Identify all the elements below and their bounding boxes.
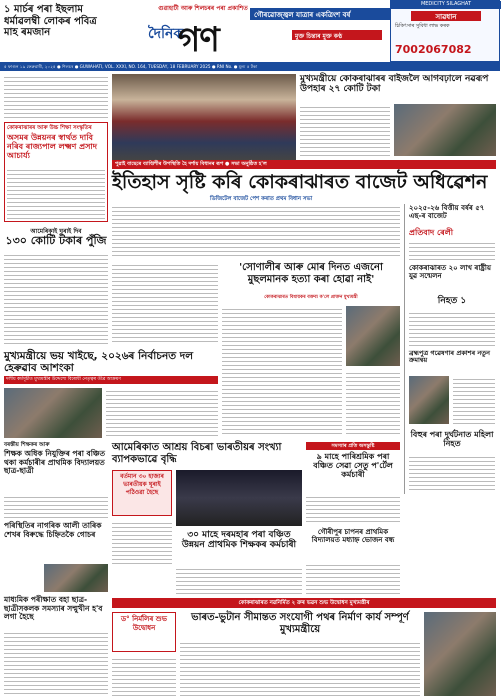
left-lower-headline2: পৰিস্থিতিৰ নাগৰিক আলী তাৰিক শেখৰ বিৰুদ্ধে চিহ্নিতকৈ গোচৰ <box>4 521 102 539</box>
cm-kicker: দলীয় কৰ্মসূচীত মুখ্যমন্ত্ৰীৰ উদ্দেশ্যে বিৰোধী নেতৃত্বৰ তীব্ৰ আক্ৰমণ <box>4 376 218 384</box>
dateline: ৫ ফাগুন ১৯ ফেব্ৰুৱাৰী, ২০২৫ ● শিলচৰ ● GUWAHATI, VOL. XXXI, NO. 164, TUESDAY, 18 FEBRUARY 2025 ● RNI No. ● মূল্য ৫ টকা <box>0 62 500 71</box>
top-right-photo <box>394 104 496 156</box>
left-box <box>4 122 108 222</box>
left-box-kicker: কোকৰাঝাৰৰ আৰু উচ্চ শিক্ষা সংস্কৃতিৰ <box>7 125 92 131</box>
lead-photo <box>112 74 296 160</box>
school-headline: গৌৰীপুৰ চাপনৰ প্ৰাথমিক বিদ্যালয়ত মধ্যাহ্ন ভোজন বন্ধ <box>311 528 395 545</box>
left-lower-headline: শিক্ষক অধিক নিযুক্তিৰ পৰা বঞ্চিত থকা কৰ্মচাৰীৰ প্ৰাথমিক বিদ্যালয়ত ছাত্ৰ-ছাত্ৰী <box>4 449 106 476</box>
text-lines <box>409 454 495 492</box>
right-photo <box>409 376 449 424</box>
staff-kicker: সমস্যাৰ প্ৰতি অসন্তুষ্টি <box>306 442 400 450</box>
masthead-ribbon: গৌৰৱোজ্জ্বল যাত্ৰাৰ একত্ৰিংশ বৰ্ষ <box>250 8 410 20</box>
bottom-right-box: ড° নিৰ্মলিৰ শুভ উদ্বোধন <box>112 612 176 652</box>
left-top-body <box>4 74 108 118</box>
right-col <box>404 204 496 494</box>
text-lines <box>409 310 495 346</box>
text-lines <box>346 370 400 434</box>
text-lines <box>4 252 108 344</box>
right-item5: ব্ৰহ্মপুত্ৰ গৱেষণাৰ প্ৰকাশৰ নতুন ক্ৰমান্বয় <box>409 349 491 365</box>
text-lines <box>176 566 302 594</box>
lead-byline: ডিজিটেল বাজেট পেশ কৰাত প্ৰথম বিধান সভা <box>210 196 313 202</box>
right-item6: বিহুৰ পৰা দুৰ্ঘটনাত মহিলা নিহত <box>410 430 494 449</box>
text-lines <box>180 640 420 696</box>
teachers-headline: ৩০ মাহে দৰমহাৰ পৰা বঞ্চিত উন্নয়ন প্ৰাথমিক শিক্ষকৰ কৰ্মচাৰী <box>181 530 297 551</box>
masthead-left-headline: ১ মাৰ্চৰ পৰা ইছলাম ধৰ্মাৱলম্বী লোকৰ পবিত্ৰ মাহ ৰমজান <box>4 4 97 38</box>
sonali-kicker: কোকৰাঝাৰত বিধায়কৰ বক্তব্য ক'লে প্ৰাক্তন মুখ্যমন্ত্ৰী <box>264 295 358 300</box>
masthead-title: গণ <box>178 20 219 60</box>
sonali-photo <box>346 306 400 366</box>
right-item4: নিহত ১ <box>437 296 467 306</box>
left-lower <box>4 442 108 592</box>
text-lines <box>453 376 495 424</box>
america-headline: আমেৰিকাত আশ্ৰয় বিচৰা ভাৰতীয়ৰ সংখ্যা ব্যাপকভাৱে বৃদ্ধি <box>112 442 282 465</box>
text-lines <box>4 630 108 696</box>
left-box-headline: অসমৰ উন্নয়নৰ স্বাৰ্থত দাবি নৰিব ৰাজ্যপাল লক্ষ্মণ প্ৰসাদ আচাৰ্য্য <box>7 133 97 161</box>
masthead-prefix: দৈনিক <box>148 26 184 42</box>
text-lines <box>112 262 218 344</box>
text-lines <box>112 656 176 696</box>
cm-photo <box>4 388 102 438</box>
medicity-ad[interactable] <box>390 0 500 62</box>
masthead-slogan: মুক্ত চিন্তাৰ মুক্ত কণ্ঠ <box>292 30 382 40</box>
ad-brand: MEDICITY SILAGHAT <box>391 1 501 9</box>
america-photo <box>176 470 302 526</box>
ad-heading: সাৱধান <box>411 11 481 21</box>
top-right-headline: মুখ্যমন্ত্ৰীয়ে কোকৰাঝাৰৰ বাইজলৈ আগবঢ়ালে নৱৰূপ উপহাৰ ২৭ কোটি টকা <box>300 74 489 95</box>
left-mid-headline: ১৩০ কোটি টকাৰ পুঁজি <box>5 234 107 247</box>
lead-headline: ইতিহাস সৃষ্টি কৰি কোকৰাঝাৰত বাজেট অধিৱেশন <box>112 171 488 193</box>
bottom-left-headline: মাধ্যমিক পৰীক্ষাত বহা ছাত্ৰ-ছাত্ৰীসকলক সমস্যাৰ সন্মুখীন হ'ব লগা হৈছে <box>4 595 103 622</box>
text-lines <box>112 520 172 564</box>
text-lines <box>300 104 390 156</box>
sonali-quote: 'সোণালীৰ আৰু মোৰ দিনত এজনো মুছলমানক হত্যা কৰা হোৱা নাই' <box>239 262 383 285</box>
left-lower-kicker: বৰস্তীয় শিক্ষকৰ আৰু <box>4 442 50 448</box>
bhutan-headline: ভাৰত-ভুটান সীমান্তত সংযোগী পথৰ নিৰ্মাণ কাৰ্য সম্পূৰ্ণ মুখ্যমন্ত্ৰীয়ে <box>191 612 409 635</box>
staff-headline: ৯ মাহে পাৰিশ্ৰমিক পৰা বঞ্চিত সেৱা সেতু প'ৰ্টেল কৰ্মচাৰী <box>313 452 393 480</box>
bottom-bar: কোকৰাঝাৰত নৱনিৰ্মিত ২ ক্ৰৰ ভৱন শুভ উদ্বোধন মুখ্যমন্ত্ৰীৰ <box>112 598 496 608</box>
text-lines <box>112 204 400 256</box>
left-lower-photo <box>44 564 108 592</box>
left-mid-kicker: আমেৰিকাই ঘূৰাই দিব <box>30 228 82 235</box>
text-lines <box>222 306 342 434</box>
text-lines <box>106 388 218 438</box>
text-lines <box>4 494 108 518</box>
bottom-photo <box>424 612 496 696</box>
text-lines <box>7 167 105 219</box>
sonali-box <box>222 262 400 438</box>
masthead <box>0 0 500 62</box>
text-lines <box>306 562 400 594</box>
right-item1: ২০২৫-২৬ বিত্তীয় বৰ্ষৰ ৫৭ এছ-ৰ বাজেট <box>409 204 485 221</box>
america-box: বৰ্তমান ৩০ হাজাৰ ভাৰতীয়ক ঘূৰাই পঠিওৱা হৈছে <box>112 470 172 516</box>
text-lines <box>409 240 495 260</box>
text-lines <box>4 74 108 118</box>
ad-text: চিকিৎসাৰ সুবিধা লাভ কৰক <box>395 23 450 29</box>
masthead-tagline: গুৱাহাটী আৰু শিলচৰৰ পৰা প্ৰকাশিত <box>158 5 248 12</box>
right-item2: প্ৰতিবাদ ৰেলী <box>409 228 454 237</box>
text-lines <box>306 494 400 524</box>
ad-phone: 7002067082 <box>395 43 472 56</box>
lead-photo-caption: পুৱাই বাছেৰে ব্যাপ্তিশীৰ উপস্থিতি হৈ দৰ্শায় বিধানৰ ৰূপ ● সভা অনুষ্ঠিত হ'ল <box>112 160 496 169</box>
left-mid <box>4 226 108 346</box>
right-item3: কোকৰাঝাৰত ২০ লাখ ৰাষ্ট্ৰীয় যুৱ সন্মেলন <box>409 264 491 281</box>
cm-headline: মুখ্যমন্ত্ৰীয়ে ভয় খাইছে, ২০২৬ৰ নিৰ্বাচনত দল হেৰুৱাব আশংকা <box>4 350 194 375</box>
